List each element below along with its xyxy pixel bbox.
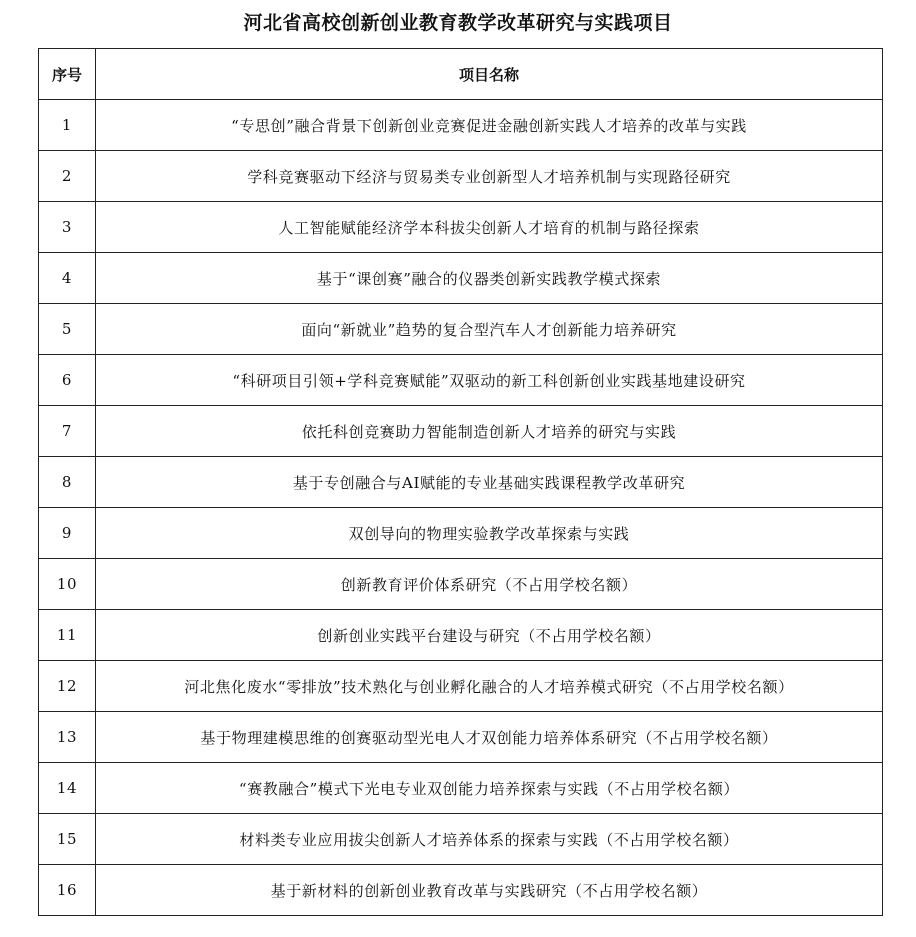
row-project-name: “科研项目引领+学科竞赛赋能”双驱动的新工科创新创业实践基地建设研究 bbox=[96, 355, 883, 406]
row-project-name: 人工智能赋能经济学本科拔尖创新人才培育的机制与路径探索 bbox=[96, 202, 883, 253]
table-row bbox=[39, 661, 883, 712]
row-project-name: 基于“课创赛”融合的仪器类创新实践教学模式探索 bbox=[96, 253, 883, 304]
row-project-name: 学科竞赛驱动下经济与贸易类专业创新型人才培养机制与实现路径研究 bbox=[96, 151, 883, 202]
table-row bbox=[39, 457, 883, 508]
table-row bbox=[39, 151, 883, 202]
row-serial-number: 16 bbox=[39, 865, 96, 916]
row-serial-number: 8 bbox=[39, 457, 96, 508]
row-project-name: 创新创业实践平台建设与研究（不占用学校名额） bbox=[96, 610, 883, 661]
row-project-name: “赛教融合”模式下光电专业双创能力培养探索与实践（不占用学校名额） bbox=[96, 763, 883, 814]
row-project-name: 基于专创融合与AI赋能的专业基础实践课程教学改革研究 bbox=[96, 457, 883, 508]
row-serial-number: 15 bbox=[39, 814, 96, 865]
table-row bbox=[39, 304, 883, 355]
row-project-name: 河北焦化废水“零排放”技术熟化与创业孵化融合的人才培养模式研究（不占用学校名额） bbox=[96, 661, 883, 712]
row-serial-number: 6 bbox=[39, 355, 96, 406]
table-row bbox=[39, 559, 883, 610]
row-serial-number: 7 bbox=[39, 406, 96, 457]
row-project-name: 材料类专业应用拔尖创新人才培养体系的探索与实践（不占用学校名额） bbox=[96, 814, 883, 865]
table-row bbox=[39, 763, 883, 814]
row-project-name: “专思创”融合背景下创新创业竞赛促进金融创新实践人才培养的改革与实践 bbox=[96, 100, 883, 151]
row-serial-number: 12 bbox=[39, 661, 96, 712]
row-serial-number: 10 bbox=[39, 559, 96, 610]
table-row bbox=[39, 406, 883, 457]
row-serial-number: 13 bbox=[39, 712, 96, 763]
document-title: 河北省高校创新创业教育教学改革研究与实践项目 bbox=[243, 12, 673, 34]
row-serial-number: 2 bbox=[39, 151, 96, 202]
table-header-row bbox=[39, 49, 883, 100]
table-row bbox=[39, 865, 883, 916]
table-row bbox=[39, 508, 883, 559]
row-project-name: 双创导向的物理实验教学改革探索与实践 bbox=[96, 508, 883, 559]
table-row bbox=[39, 253, 883, 304]
row-project-name: 基于新材料的创新创业教育改革与实践研究（不占用学校名额） bbox=[96, 865, 883, 916]
table-row bbox=[39, 355, 883, 406]
row-project-name: 面向“新就业”趋势的复合型汽车人才创新能力培养研究 bbox=[96, 304, 883, 355]
row-serial-number: 9 bbox=[39, 508, 96, 559]
row-project-name: 依托科创竞赛助力智能制造创新人才培养的研究与实践 bbox=[96, 406, 883, 457]
row-serial-number: 14 bbox=[39, 763, 96, 814]
row-project-name: 基于物理建模思维的创赛驱动型光电人才双创能力培养体系研究（不占用学校名额） bbox=[96, 712, 883, 763]
table-row bbox=[39, 814, 883, 865]
row-serial-number: 3 bbox=[39, 202, 96, 253]
row-serial-number: 11 bbox=[39, 610, 96, 661]
header-serial-number: 序号 bbox=[39, 49, 96, 100]
header-project-name: 项目名称 bbox=[96, 49, 883, 100]
row-project-name: 创新教育评价体系研究（不占用学校名额） bbox=[96, 559, 883, 610]
table-row bbox=[39, 610, 883, 661]
table-row bbox=[39, 712, 883, 763]
row-serial-number: 4 bbox=[39, 253, 96, 304]
row-serial-number: 5 bbox=[39, 304, 96, 355]
row-serial-number: 1 bbox=[39, 100, 96, 151]
table-row bbox=[39, 202, 883, 253]
table-row bbox=[39, 100, 883, 151]
project-table bbox=[38, 48, 883, 916]
